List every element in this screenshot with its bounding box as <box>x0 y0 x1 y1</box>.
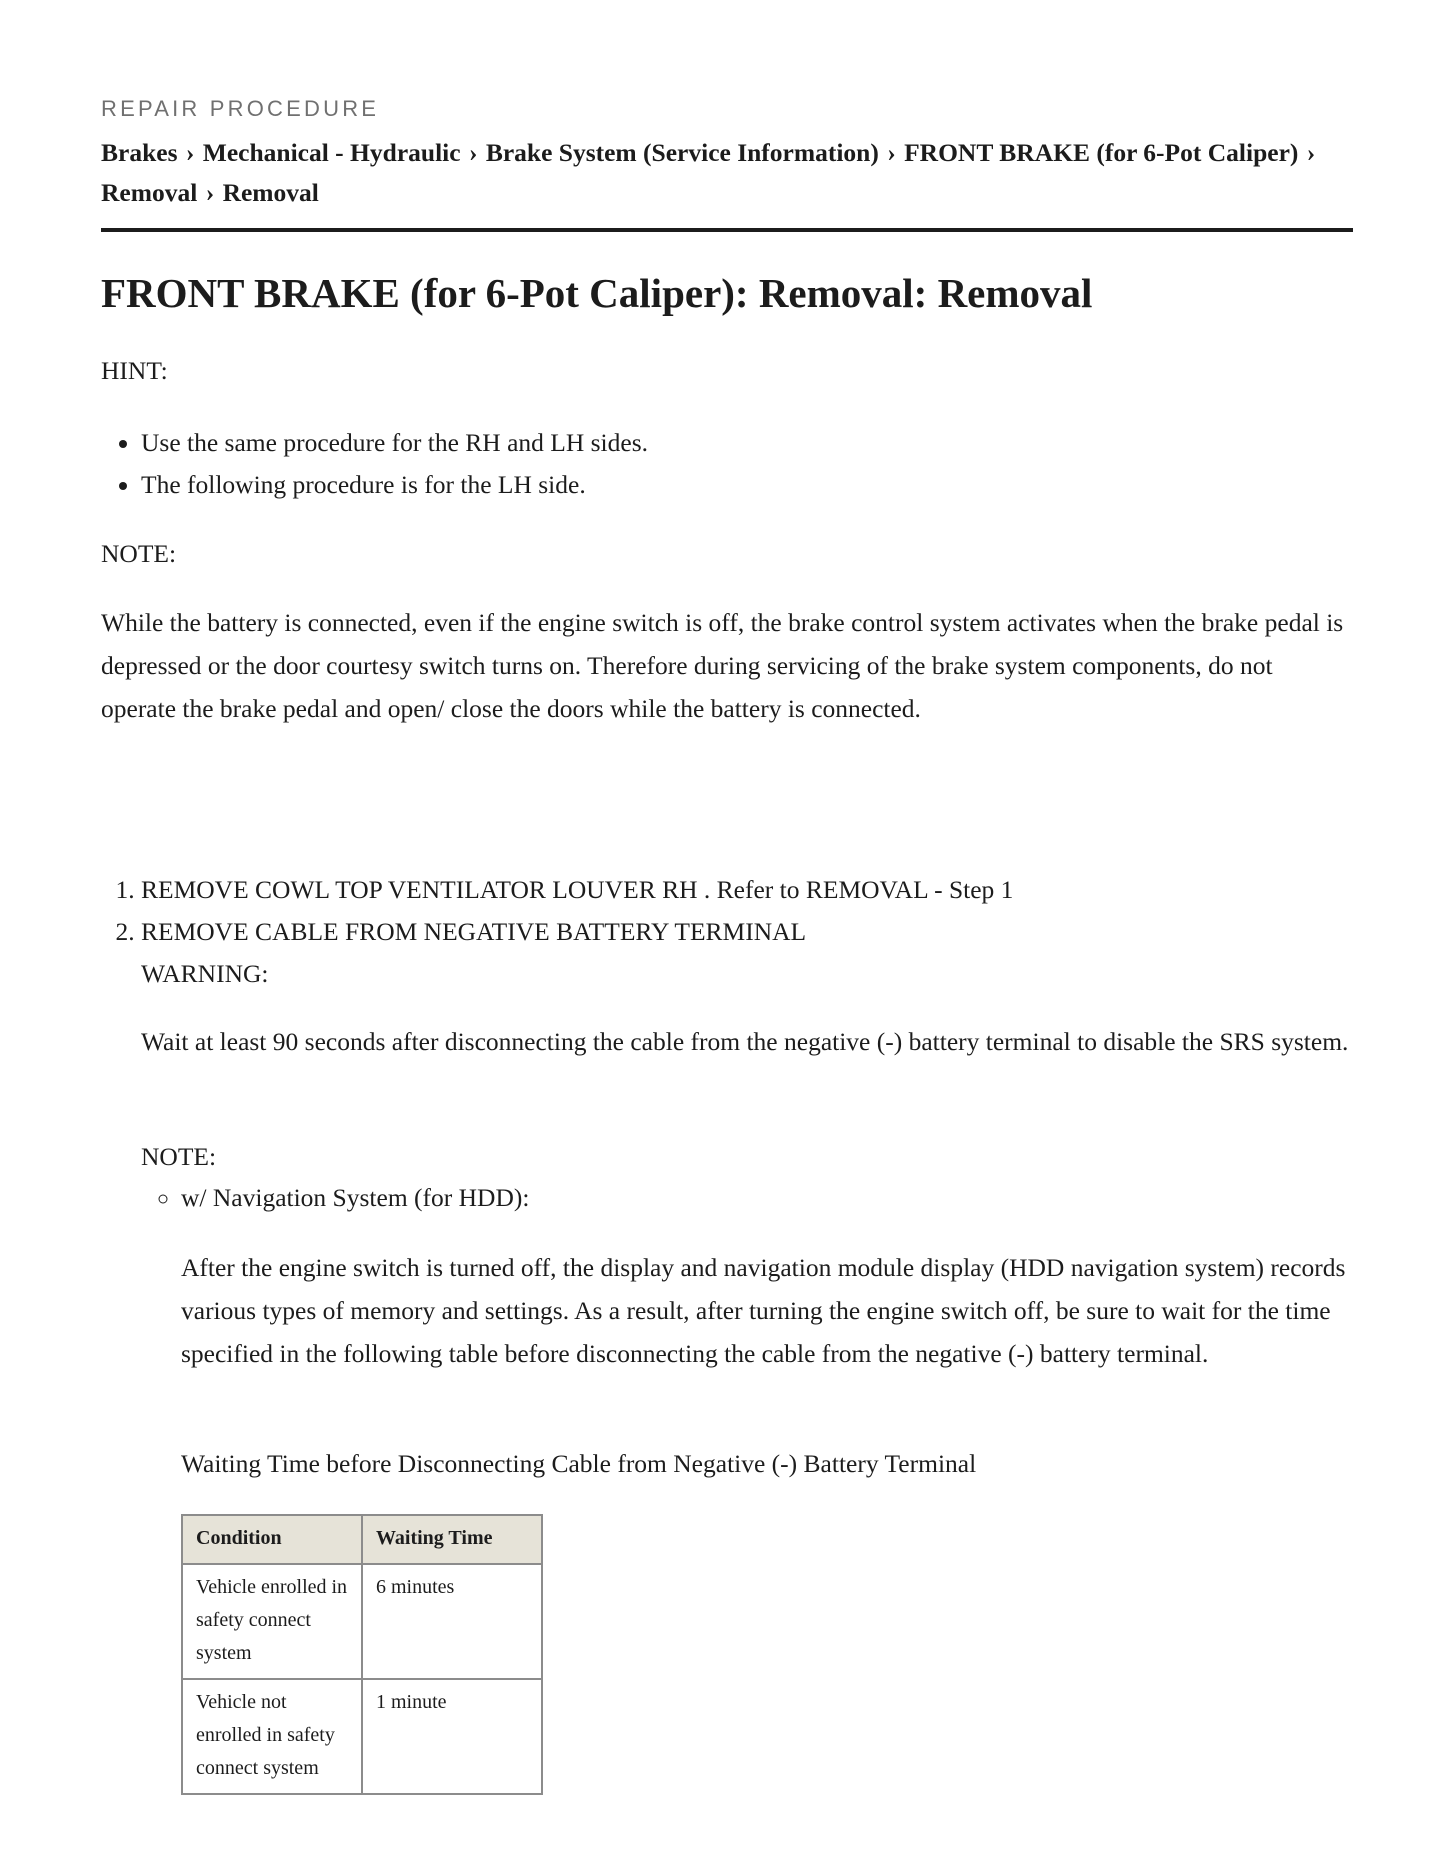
table-cell-waiting-time: 6 minutes <box>362 1564 542 1679</box>
hint-list <box>101 422 648 506</box>
header-divider <box>101 228 1353 232</box>
step-item <box>141 869 1393 911</box>
breadcrumb-item-removal[interactable]: Removal <box>101 178 198 207</box>
table-header-row <box>182 1515 542 1564</box>
breadcrumb-separator: › <box>1306 138 1316 167</box>
section-kicker: REPAIR PROCEDURE <box>101 96 380 121</box>
breadcrumb <box>101 133 1353 213</box>
step-text: REMOVE COWL TOP VENTILATOR LOUVER RH . Refer to REMOVAL - Step 1 <box>141 875 1014 904</box>
step-note-list <box>141 1177 529 1219</box>
column-header-condition: Condition <box>182 1515 362 1564</box>
note-label: NOTE: <box>101 539 177 568</box>
table-cell-condition: Vehicle enrolled in safety connect system <box>182 1564 362 1679</box>
note-text: While the battery is connected, even if the engine switch is off, the brake control system activates when the brake pedal is depressed or the door courtesy switch turns on. Therefore during servicing of the brake system components, do not operate the brake pedal and open/ close the doors while the battery is connected. <box>101 608 1344 723</box>
table-cell-condition: Vehicle not enrolled in safety connect system <box>182 1679 362 1794</box>
breadcrumb-separator: › <box>205 178 215 207</box>
step-item <box>141 911 1393 953</box>
breadcrumb-item-mechanical-hydraulic[interactable]: Mechanical - Hydraulic <box>202 138 461 167</box>
breadcrumb-separator: › <box>468 138 478 167</box>
page-title: FRONT BRAKE (for 6-Pot Caliper): Removal: Removal <box>101 270 1093 316</box>
hint-item: • The following procedure is for the LH side. <box>141 464 648 506</box>
step-text: REMOVE CABLE FROM NEGATIVE BATTERY TERMINAL <box>141 917 807 946</box>
step-note-label: NOTE: <box>141 1142 217 1171</box>
table-cell-waiting-time: 1 minute <box>362 1679 542 1794</box>
breadcrumb-item-removal-current: Removal <box>222 178 319 207</box>
navigation-note-text: After the engine switch is turned off, the display and navigation module display (HDD navigation system) records various types of memory and settings. As a result, after turning the engine switch off, be sure to wait for the time specified in the following table before disconnecting the cable from the negative (-) battery terminal. <box>181 1253 1346 1368</box>
table-caption: Waiting Time before Disconnecting Cable from Negative (-) Battery Terminal <box>181 1449 977 1478</box>
column-header-waiting-time: Waiting Time <box>362 1515 542 1564</box>
procedure-steps <box>101 869 1393 953</box>
step-note-item: ◦ w/ Navigation System (for HDD): <box>181 1177 529 1219</box>
breadcrumb-separator: › <box>185 138 195 167</box>
waiting-time-table <box>181 1514 543 1795</box>
breadcrumb-item-front-brake[interactable]: FRONT BRAKE (for 6-Pot Caliper) <box>904 138 1299 167</box>
table-row <box>182 1564 542 1679</box>
table-row <box>182 1679 542 1794</box>
hint-label: HINT: <box>101 356 168 385</box>
hint-item: • Use the same procedure for the RH and LH sides. <box>141 422 648 464</box>
warning-label: WARNING: <box>141 959 269 988</box>
breadcrumb-item-brake-system[interactable]: Brake System (Service Information) <box>485 138 879 167</box>
warning-text: Wait at least 90 seconds after disconnecting the cable from the negative (-) battery terminal to disable the SRS system. <box>141 1027 1349 1056</box>
breadcrumb-separator: › <box>887 138 896 167</box>
breadcrumb-item-brakes[interactable]: Brakes <box>101 138 178 167</box>
